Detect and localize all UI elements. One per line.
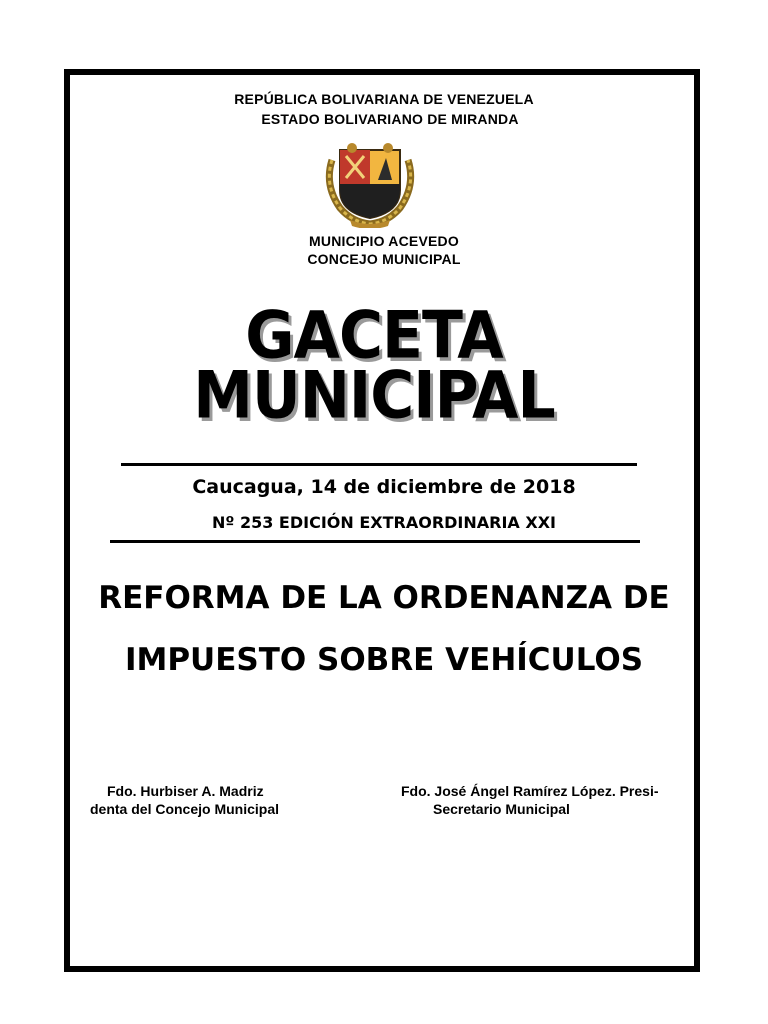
- document-title-line1: REFORMA DE LA ORDENANZA DE: [98, 580, 670, 616]
- masthead-municipal: MUNICIPAL: [193, 358, 555, 434]
- republic-heading: REPÚBLICA BOLIVARIANA DE VENEZUELA: [234, 91, 534, 107]
- state-heading: ESTADO BOLIVARIANO DE MIRANDA: [261, 111, 519, 127]
- municipality-name: MUNICIPIO ACEVEDO: [309, 233, 459, 249]
- signature-right-title: Secretario Municipal: [433, 801, 570, 817]
- top-rule: [121, 463, 637, 466]
- edition-number: Nº 253 EDICIÓN EXTRAORDINARIA XXI: [211, 513, 557, 532]
- masthead-gaceta: GACETA: [245, 298, 503, 374]
- council-name: CONCEJO MUNICIPAL: [307, 251, 461, 267]
- edition-date: Caucagua, 14 de diciembre de 2018: [192, 476, 576, 498]
- bottom-rule: [110, 540, 640, 543]
- document-title-line2: IMPUESTO SOBRE VEHÍCULOS: [124, 642, 644, 678]
- signature-left-name: Fdo. Hurbiser A. Madriz: [107, 783, 264, 799]
- signature-left-title: denta del Concejo Municipal: [90, 801, 280, 817]
- municipal-coat-of-arms-icon: [322, 140, 418, 228]
- signature-right-name: Fdo. José Ángel Ramírez López. Presi-: [401, 783, 659, 799]
